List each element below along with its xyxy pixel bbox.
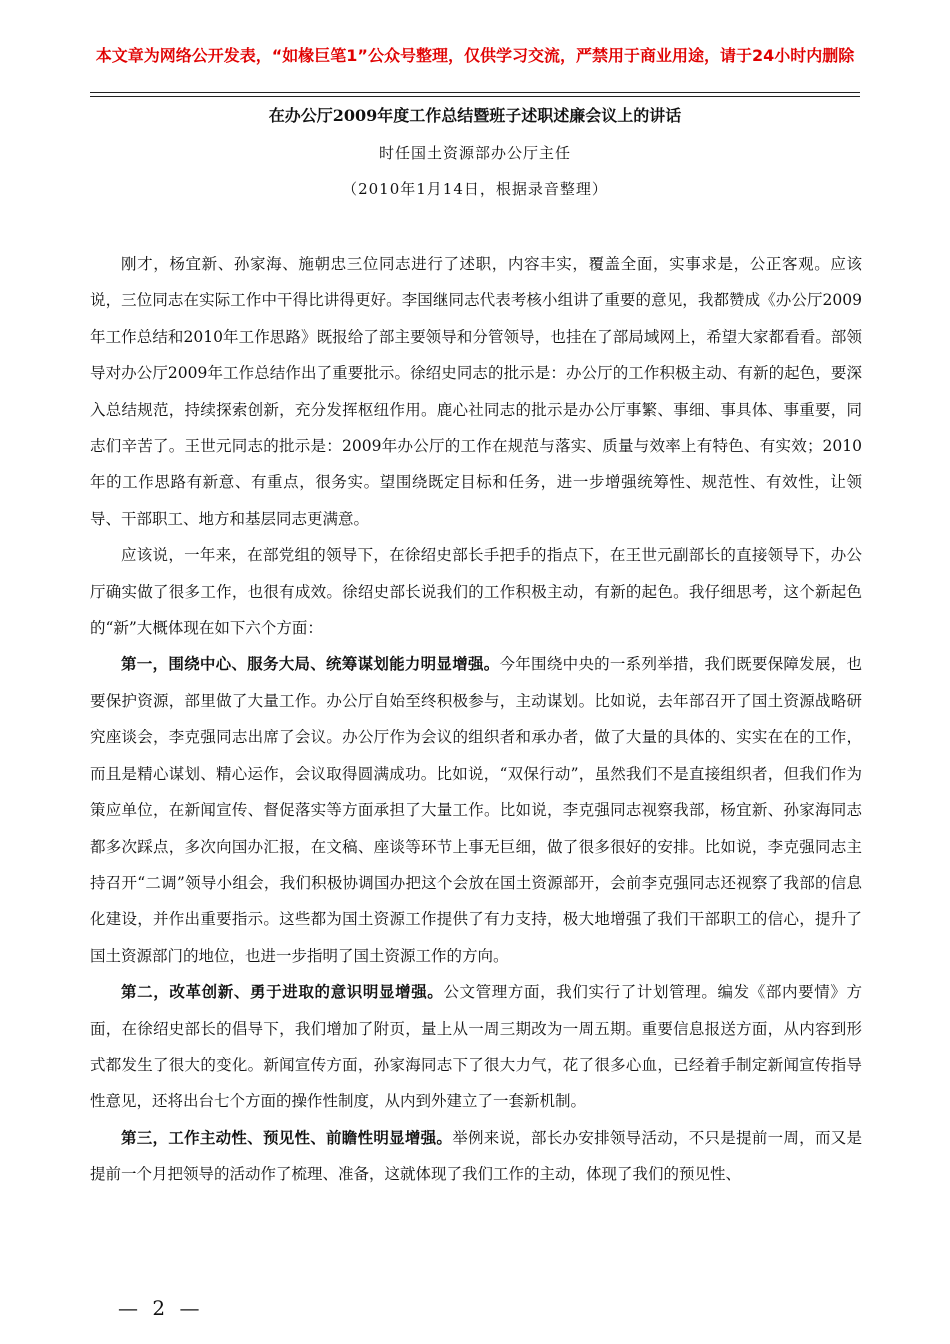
paragraph-lead: 第二，改革创新、勇于进取的意识明显增强。 — [121, 982, 444, 1002]
header-rule-thin — [90, 96, 860, 97]
document-title: 在办公厅2009年度工作总结暨班子述职述廉会议上的讲话 — [268, 106, 682, 125]
copyright-notice: 本文章为网络公开发表，“如椽巨笔1”公众号整理，仅供学习交流，严禁用于商业用途，请于24小时内删除 — [95, 46, 855, 65]
header-rule — [90, 92, 860, 93]
paragraph-text: 应该说，一年来，在部党组的领导下，在徐绍史部长手把手的指点下，在王世元副部长的直接领导下，办公厅确实做了很多工作，也很有成效。徐绍史部长说我们的工作积极主动，有新的起色。我仔细思考，这个新起色的“新”大概体现在如下六个方面： — [90, 546, 862, 638]
paragraph-text: 公文管理方面，我们实行了计划管理。编发《部内要情》方面，在徐绍史部长的倡导下，我们增加了附页，量上从一周三期改为一周五期。重要信息报送方面，从内容到形式都发生了很大的变化。新闻宣传方面，孙家海同志下了很大力气，花了很多心血，已经着手制定新闻宣传指导性意见，还将出台七个方面的操作性制度，从内到外建立了一套新机制。 — [90, 983, 862, 1111]
paragraph — [90, 1120, 862, 1193]
paragraph — [90, 646, 862, 974]
document-author: 时任国土资源部办公厅主任 — [378, 144, 571, 162]
paragraph-text: 举例来说，部长办安排领导活动，不只是提前一周，而又是提前一个月把领导的活动作了梳理、准备，这就体现了我们工作的主动，体现了我们的预见性、 — [90, 1128, 862, 1184]
paragraph-text: 刚才，杨宜新、孙家海、施朝忠三位同志进行了述职，内容丰实，覆盖全面，实事求是，公正客观。应该说，三位同志在实际工作中干得比讲得更好。李国继同志代表考核小组讲了重要的意见，我都赞成《办公厅2009年工作总结和2010年工作思路》既报给了部主要领导和分管领导，也挂在了部局域网上，希望大家都看看。部领导对办公厅2009年工作总结作出了重要批示。徐绍史同志的批示是：办公厅的工作积极主动、有新的起色，要深入总结规范，持续探索创新，充分发挥枢纽作用。鹿心社同志的批示是办公厅事繁、事细、事具体、事重要，同志们辛苦了。王世元同志的批示是：2009年办公厅的工作在规范与落实、质量与效率上有特色、有实效；2010年的工作思路有新意、有重点，很务实。望围绕既定目标和任务，进一步增强统筹性、规范性、有效性，让领导、干部职工、地方和基层同志更满意。 — [90, 255, 862, 528]
paragraph-lead: 第三，工作主动性、预见性、前瞻性明显增强。 — [121, 1127, 453, 1147]
document-body — [90, 246, 862, 1193]
paragraph-text: 今年围绕中央的一系列举措，我们既要保障发展，也要保护资源，部里做了大量工作。办公厅自始至终积极参与，主动谋划。比如说，去年部召开了国土资源战略研究座谈会，李克强同志出席了会议。办公厅作为会议的组织者和承办者，做了大量的具体的、实实在在的工作，而且是精心谋划、精心运作，会议取得圆满成功。比如说，“双保行动”，虽然我们不是直接组织者，但我们作为策应单位，在新闻宣传、督促落实等方面承担了大量工作。比如说，李克强同志视察我部，杨宜新、孙家海同志都多次踩点，多次向国办汇报，在文稿、座谈等环节上事无巨细，做了很多很好的安排。比如说，李克强同志主持召开“二调”领导小组会，我们积极协调国办把这个会放在国土资源部开，会前李克强同志还视察了我部的信息化建设，并作出重要指示。这些都为国土资源工作提供了有力支持，极大地增强了我们干部职工的信心，提升了国土资源部门的地位，也进一步指明了国土资源工作的方向。 — [90, 655, 862, 965]
paragraph — [90, 537, 862, 646]
document-date: （2010年1月14日，根据录音整理） — [342, 180, 608, 198]
page-number: — 2 — — [118, 1296, 204, 1320]
paragraph — [90, 974, 862, 1120]
paragraph-lead: 第一，围绕中心、服务大局、统筹谋划能力明显增强。 — [121, 654, 500, 674]
paragraph — [90, 246, 862, 537]
